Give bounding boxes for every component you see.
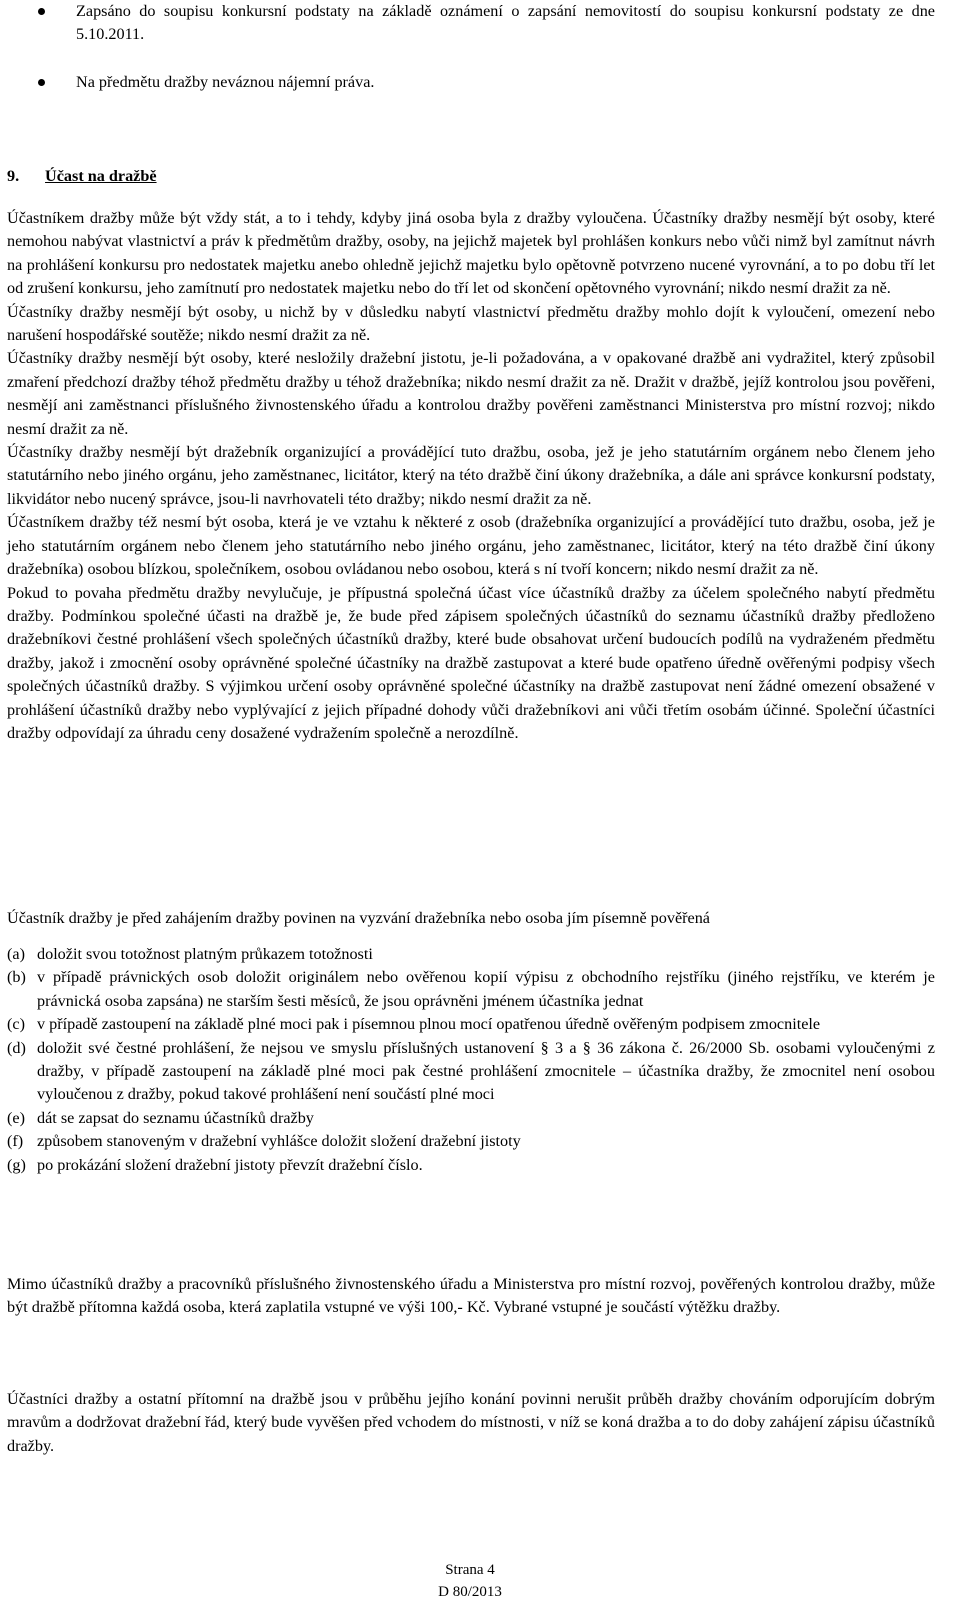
list-item-label: (g) [7, 1155, 26, 1174]
document-id: D 80/2013 [438, 1584, 502, 1600]
paragraph: Účastníkem dražby může být vždy stát, a to i tehdy, kdyby jiná osoba byla z dražby vyloučena. Účastníky dražby nesmějí být osoby, které nemohou nabývat vlastnictví a práv k předmětům dražby, osoby, na jejichž majetek byl prohlášen konkurs nebo vůči nimž byl zamítnut návrh na prohlášení konkursu pro nedostatek majetku anebo ohledně jejichž majetku bylo opětovně potvrzeno nucené vyrovnání, a to po dobu tří let od zrušení konkursu, jeho zamítnutí pro nedostatek majetku nebo do tří let od skončení opětovného vyrovnání; nikdo nesmí dražit za ně. [7, 209, 935, 298]
list-item-text: v případě právnických osob doložit originálem nebo ověřenou kopií výpisu z obchodního rejstříku (jiného rejstříku, ve kterém je právnická osoba zapsána) ne starším šesti měsíců, že jsou oprávněni jménem účastníka jednat [37, 968, 935, 1010]
list-item [7, 1013, 935, 1036]
paragraph: Účastníkem dražby též nesmí být osoba, která je ve vztahu k některé z osob (dražebníka organizující a provádějící tuto dražbu, osoba, jež je jeho statutárním orgánem nebo členem jeho statutárního nebo jiného orgánu, jeho zaměstnanec, licitátor, který na této dražbě činí úkony dražebníka) osobou blízkou, společníkem, osobou ovládanou nebo osobou, která s ní tvoří koncern; nikdo nesmí dražit za ně. [7, 513, 935, 579]
list-item [7, 1037, 935, 1107]
list-item-label: (d) [7, 1038, 26, 1057]
paragraph: Účastník dražby je před zahájením dražby povinen na vyzvání dražebníka nebo osoba jím písemně pověřená [7, 909, 710, 927]
section-title: Účast na dražbě [45, 167, 157, 185]
participation-rules [7, 207, 935, 745]
list-item [7, 1130, 935, 1153]
list-item-label: (f) [7, 1132, 24, 1151]
bullet-dot-icon [38, 79, 45, 86]
paragraph: Účastníky dražby nesmějí být osoby, u nichž by v důsledku nabytí vlastnictví předmětu dražby mohlo dojít k vyloučení, omezení nebo narušení hospodářské soutěže; nikdo nesmí dražit za ně. [7, 302, 935, 345]
list-item-text: po prokázání složení dražební jistoty převzít dražební číslo. [37, 1155, 423, 1174]
list-item-label: (b) [7, 968, 26, 987]
list-item [7, 943, 935, 966]
list-item-label: (e) [7, 1108, 25, 1127]
list-item-text: doložit své čestné prohlášení, že nejsou ve smyslu příslušných ustanovení § 3 a § 36 zákona č. 26/2000 Sb. osobami vyloučenými z dražby, v případě zastoupení na základě plné moci pak čestné prohlášení zmocnitele – účastníka dražby, že zmocnitel není osobou vyloučenou z dražby, pokud takové prohlášení není součástí plné moci [37, 1038, 935, 1104]
list-item-text: dát se zapsat do seznamu účastníků dražby [37, 1108, 314, 1127]
paragraph: Účastníky dražby nesmějí být dražebník organizující a provádějící tuto dražbu, osoba, jež je jeho statutárním orgánem nebo členem jeho statutárního nebo jiného orgánu, jeho zaměstnanec, licitátor, který na této dražbě činí úkony dražebníka, a dále ani správce konkursní podstaty, likvidátor nebo nucený správce, jsou-li navrhovateli této dražby; nikdo nesmí dražit za ně. [7, 443, 935, 508]
list-item [7, 966, 935, 1013]
page-number: Strana 4 [445, 1562, 495, 1578]
paragraph: Pokud to povaha předmětu dražby nevylučuje, je přípustná společná účast více účastníků dražby za účelem společného nabytí předmětu dražby. Podmínkou společné účasti na dražbě je, že bude před zápisem společných účastníků do seznamu účastníků dražby předloženo dražebníkovi čestné prohlášení všech společných účastníků dražby, které bude obsahovat určení budoucích podílů na vydraženém předmětu dražby, jakož i zmocnění osoby oprávněné společné účastníky na dražbě zastupovat a které bude opatřeno úředně ověřenými podpisy všech společných účastníků dražby. S výjimkou určení osoby oprávněné společné účastníky na dražbě zastupovat není žádné omezení obsažené v prohlášení účastníků dražby nebo vyplývající z jejich případné dohody vůči dražebníkovi ani vůči třetím osobám účinné. Společní účastníci dražby odpovídají za úhradu ceny dosažené vydražením společně a nerozdílně. [7, 583, 935, 742]
bullet-text: Zapsáno do soupisu konkursní podstaty na základě oznámení o zapsání nemovitostí do soupisu konkursní podstaty ze dne 5.10.2011. [76, 2, 935, 44]
conduct-rules [7, 1388, 935, 1458]
bullet-item [7, 71, 935, 94]
list-item-text: doložit svou totožnost platným průkazem totožnosti [37, 945, 373, 963]
list-item [7, 1107, 935, 1130]
list-item-label: (c) [7, 1015, 25, 1034]
paragraph: Mimo účastníků dražby a pracovníků příslušného živnostenského úřadu a Ministerstva pro místní rozvoj, pověřených kontrolou dražby, může být dražbě přítomna každá osoba, která zaplatila vstupné ve výši 100,- Kč. Vybrané vstupné je součástí výtěžku dražby. [7, 1275, 935, 1317]
list-item-text: v případě zastoupení na základě plné moci pak i písemnou plnou mocí opatřenou úředně ověřeným podpisem zmocnitele [37, 1015, 821, 1034]
list-item-text: způsobem stanoveným v dražební vyhlášce doložit složení dražební jistoty [37, 1132, 521, 1151]
section-heading [7, 165, 157, 188]
bullet-item [7, 0, 935, 47]
attendance-public [7, 1273, 935, 1320]
bullet-text: Na předmětu dražby neváznou nájemní práva. [76, 73, 375, 91]
section-number: 9. [7, 167, 20, 185]
paragraph: Účastníky dražby nesmějí být osoby, které nesložily dražební jistotu, je-li požadována, a v opakované dražbě ani vydražitel, který způsobil zmaření předchozí dražby téhož předmětu dražby u téhož dražebníka; nikdo nesmí dražit za ně. Dražit v dražbě, jejíž kontrolou jsou pověřeni, nesmějí ani zaměstnanci příslušného živnostenského úřadu a kontrolou dražby pověřeni zaměstnanci Ministerstva pro místní rozvoj; nikdo nesmí dražit za ně. [7, 349, 935, 438]
list-item [7, 1154, 935, 1177]
bullet-dot-icon [38, 8, 45, 15]
paragraph: Účastníci dražby a ostatní přítomní na dražbě jsou v průběhu jejího konání povinni nerušit průběh dražby chováním odporujícím dobrým mravům a dodržovat dražební řád, který bude vyvěšen před vchodem do místnosti, v níž se koná dražba a to do doby zahájení zápisu účastníků dražby. [7, 1390, 935, 1455]
attendance-intro [7, 907, 935, 930]
list-item-label: (a) [7, 945, 25, 963]
obligations-list [7, 943, 935, 1177]
